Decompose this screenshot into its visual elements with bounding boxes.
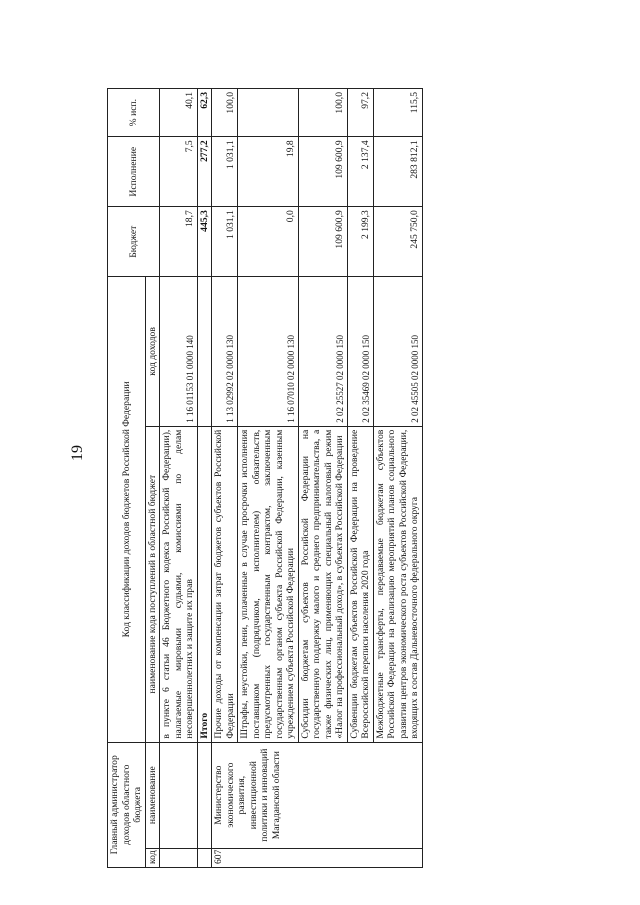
row-budget: 245 750,0 xyxy=(373,207,422,277)
header-admin-group: Главный администратор доходов областного бюджета xyxy=(108,742,146,867)
row-exec: 1 031,1 xyxy=(212,137,238,207)
table-row xyxy=(212,89,238,868)
row-exec: 283 812,1 xyxy=(373,137,422,207)
admin-name: Министерство экономического развития, инвестиционной политики и инноваций Магаданской области xyxy=(212,742,423,848)
header-kd-code: код доходов xyxy=(145,277,160,427)
row-name: Межбюджетные трансферты, передаваемые бюджетам субъектов Российской Федерации на реализацию мероприятий планов социального развития центров экономического роста субъектов Российской Федерации, входящих в состав Дальневосточного федерального округа xyxy=(373,426,422,742)
page-number: 19 xyxy=(69,445,86,461)
total-exec: 277,2 xyxy=(197,137,212,207)
header-exec: Исполнение xyxy=(108,137,160,207)
admin-code: 607 xyxy=(212,848,423,867)
row-kd: 1 13 02992 02 0000 130 xyxy=(212,277,238,427)
row-kd: 1 16 01153 01 0000 140 xyxy=(160,277,198,427)
row-pct: 115,5 xyxy=(373,89,422,137)
row-exec: 109 600,9 xyxy=(298,137,347,207)
row-budget: 109 600,9 xyxy=(298,207,347,277)
total-budget: 445,3 xyxy=(197,207,212,277)
row-budget: 0,0 xyxy=(238,207,299,277)
total-pct: 62,3 xyxy=(197,89,212,137)
row-pct: 40,1 xyxy=(160,89,198,137)
row-budget: 2 199,3 xyxy=(347,207,373,277)
row-kd: 2 02 25527 02 0000 150 xyxy=(298,277,347,427)
header-budget: Бюджет xyxy=(108,207,160,277)
row-pct: 100,0 xyxy=(212,89,238,137)
row-kd: 2 02 35469 02 0000 150 xyxy=(347,277,373,427)
row-budget: 18,7 xyxy=(160,207,198,277)
header-code: код xyxy=(145,848,160,867)
row-exec: 7,5 xyxy=(160,137,198,207)
row-name: в пункте 6 статьи 46 Бюджетного кодекса Российской Федерации), налагаемые мировыми судьями, комиссиями по делам несовершеннолетних и защите их прав xyxy=(160,426,198,742)
rotated-table-container xyxy=(107,88,637,868)
row-pct xyxy=(238,89,299,137)
row-name: Прочие доходы от компенсации затрат бюджетов субъектов Российской Федерации xyxy=(212,426,238,742)
row-pct: 97,2 xyxy=(347,89,373,137)
row-exec: 2 137,4 xyxy=(347,137,373,207)
table-row xyxy=(160,89,198,868)
row-kd: 1 16 07010 02 0000 130 xyxy=(238,277,299,427)
total-row xyxy=(197,89,212,868)
row-name: Штрафы, неустойки, пени, уплаченные в случае просрочки исполнения поставщиком (подрядчиком, исполнителем) обязательств, предусмотренных государственным контрактом, заключенным государственным органом субъекта Российской Федерации, казенным учреждением субъекта Российской Федерации xyxy=(238,426,299,742)
row-name: Субсидии бюджетам субъектов Российской Федерации на государственную поддержку малого и среднего предпринимательства, а также физических лиц, применяющих специальный налоговый режим «Налог на профессиональный доход», в субъектах Российской Федерации xyxy=(298,426,347,742)
header-kd-name: наименование кода поступлений в областной бюджет xyxy=(145,426,160,742)
row-kd: 2 02 45505 02 0000 150 xyxy=(373,277,422,427)
row-pct: 100,0 xyxy=(298,89,347,137)
row-exec: 19,8 xyxy=(238,137,299,207)
row-budget: 1 031,1 xyxy=(212,207,238,277)
total-label: Итого xyxy=(197,426,212,742)
header-name: наименование xyxy=(145,742,160,848)
header-classif-group: Код классификации доходов бюджетов Российской Федерации xyxy=(108,277,146,742)
header-pct: % исп. xyxy=(108,89,160,137)
revenue-table xyxy=(107,88,423,868)
row-name: Субвенции бюджетам субъектов Российской Федерации на проведение Всероссийской переписи населения 2020 года xyxy=(347,426,373,742)
